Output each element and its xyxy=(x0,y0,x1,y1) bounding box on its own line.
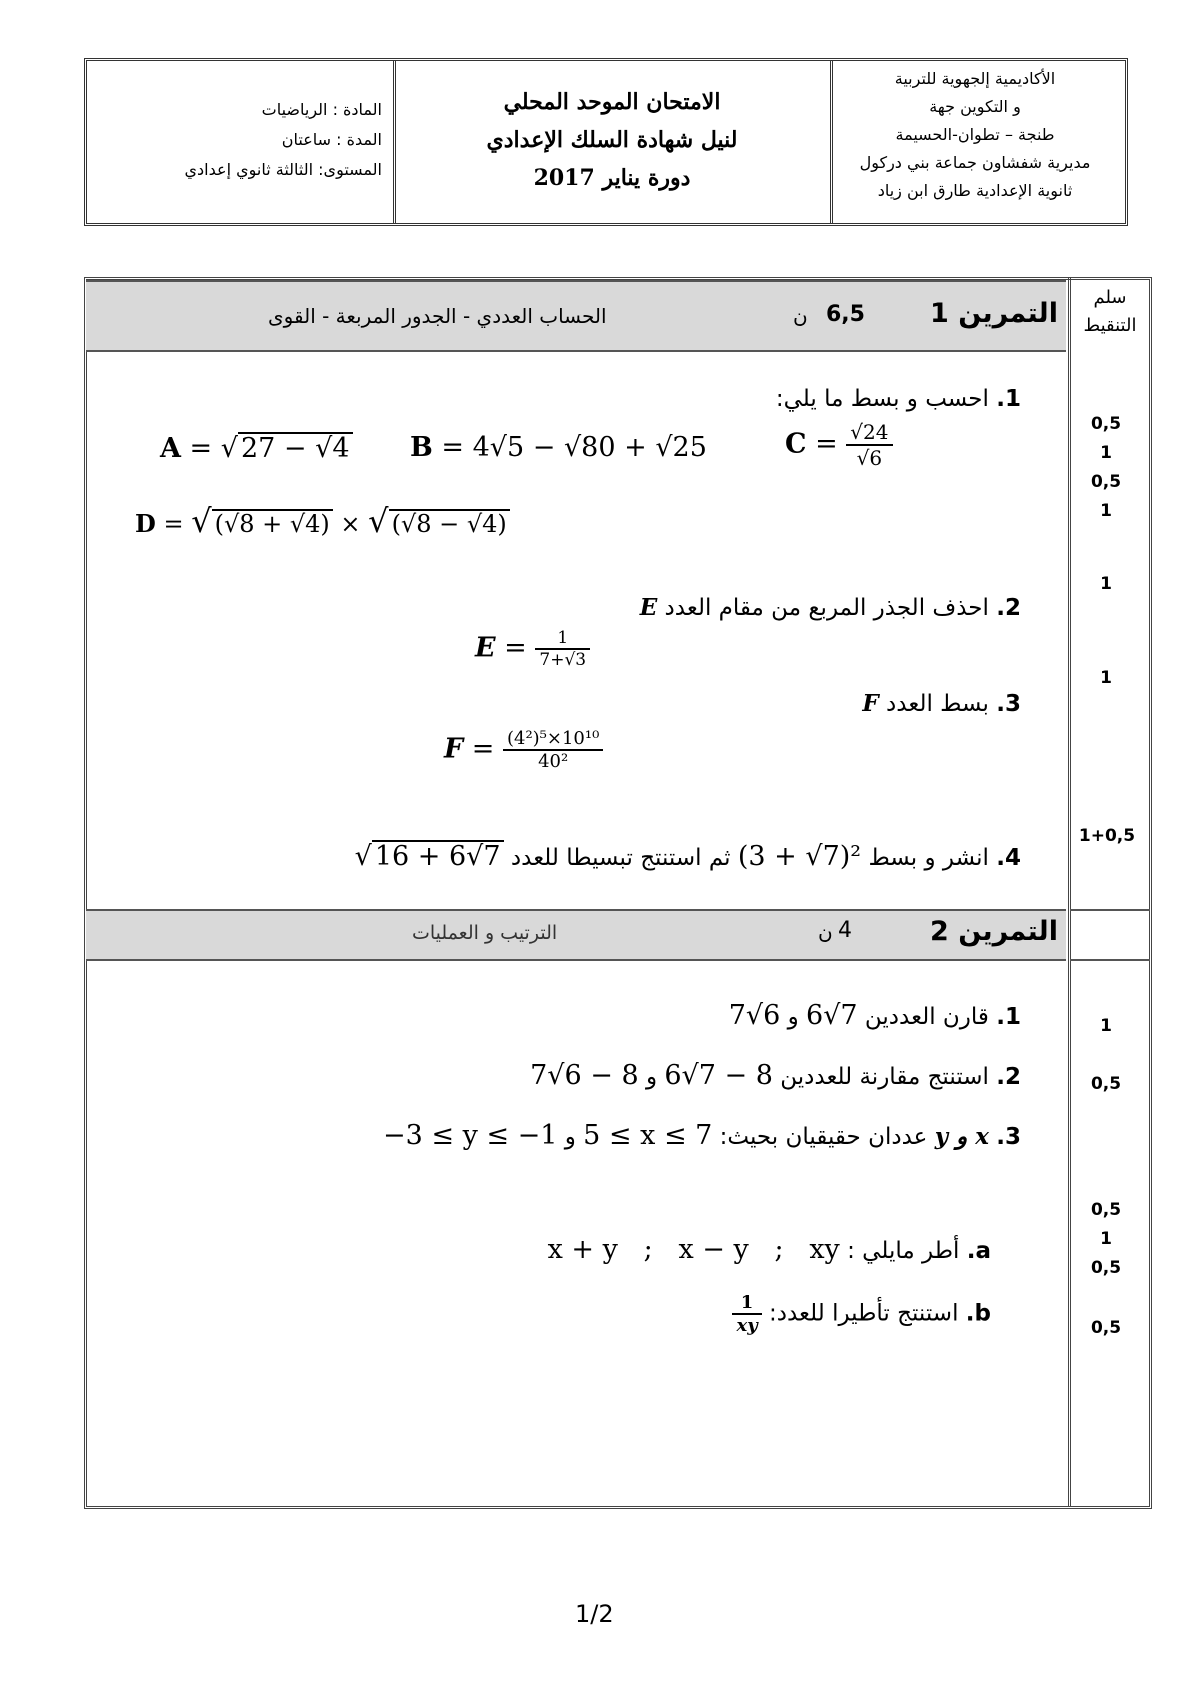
q-expr: 6√7 xyxy=(806,1000,858,1031)
score-ex1-q3: 1 xyxy=(1100,668,1112,688)
q-text: استنتج مقارنة للعددين xyxy=(780,1064,989,1090)
level: المستوى: الثالثة ثانوي إعدادي xyxy=(184,160,382,179)
q-number: a. xyxy=(966,1238,991,1264)
q-number: 2. xyxy=(996,1064,1021,1090)
fraction xyxy=(535,628,590,670)
q-text: ثم استنتج تبسيطا للعدد xyxy=(510,845,731,871)
radicand: (√8 + √4) xyxy=(212,509,333,537)
header-right xyxy=(845,65,1105,205)
q-connector: و xyxy=(564,1124,576,1150)
score-ex1-q1d: 1 xyxy=(1100,501,1112,521)
ex1-q1 xyxy=(776,386,1021,412)
exercise2-header xyxy=(86,909,1066,961)
var-label: F xyxy=(862,690,879,717)
q-text: عددان حقيقيان بحيث: xyxy=(719,1124,928,1150)
q-expr: (3 + √7)² xyxy=(737,841,862,872)
q-text: بسط العدد xyxy=(886,691,989,717)
duration: المدة : ساعتان xyxy=(281,130,382,149)
numerator: 1 xyxy=(535,628,590,650)
header-right-line: الأكاديمية إلجهوية للتربية xyxy=(894,69,1056,88)
q-text: قارن العددين xyxy=(864,1004,989,1030)
score-ex1-q1b: 1 xyxy=(1100,443,1112,463)
ex1-q2 xyxy=(640,594,1021,621)
q-text: احذف الجذر المربع من مقام العدد xyxy=(664,595,989,621)
q-number: 3. xyxy=(996,1124,1021,1150)
q-connector: و xyxy=(787,1004,799,1030)
expr-F: F = $\frac{\text{(4²)⁵×10¹⁰}}{\text{40²}}$ xyxy=(444,728,603,772)
score-ex1-q1a: 0,5 xyxy=(1090,414,1122,434)
denominator: √6 xyxy=(856,446,883,470)
radicand: 27 − √4 xyxy=(238,432,353,464)
exam-title: الامتحان الموحد المحلي xyxy=(503,89,721,115)
exam-subtitle: لنيل شهادة السلك الإعدادي xyxy=(486,127,738,153)
radicand: 16 + 6√7 xyxy=(372,840,504,872)
exercise2-points: 4 xyxy=(838,918,852,943)
q-number: b. xyxy=(965,1300,991,1327)
exercise1-topic: الحساب العددي - الجدور المربعة - القوى xyxy=(268,304,607,328)
ex2-q2 xyxy=(530,1060,1021,1091)
fraction xyxy=(503,728,603,772)
score-ex2-q1: 1 xyxy=(1100,1016,1112,1036)
q-expr: 7√6 − 8 xyxy=(530,1060,639,1091)
q-number: 1. xyxy=(996,386,1021,412)
fraction xyxy=(732,1292,761,1336)
header-right-line: ثانوية الإعدادية طارق ابن زياد xyxy=(877,181,1073,200)
score-ex2-qb: 0,5 xyxy=(1090,1318,1122,1338)
q-text: احسب و بسط ما يلي: xyxy=(775,386,989,412)
fraction xyxy=(846,420,892,470)
header-right-line: مديرية شفشاون جماعة بني دركول xyxy=(859,153,1091,172)
header-left xyxy=(157,95,382,185)
q-expr: 7√6 xyxy=(728,1000,781,1031)
exercise2-topic: الترتيب و العمليات xyxy=(412,922,558,944)
exam-session: دورة يناير 2017 xyxy=(533,165,691,191)
radicand: (√8 − √4) xyxy=(389,509,510,537)
q-number: 1. xyxy=(996,1004,1021,1030)
expr-label: C xyxy=(785,428,807,460)
expr-body: = 4√5 − √80 + √25 xyxy=(441,432,707,463)
subject: المادة : الرياضيات xyxy=(261,100,382,119)
expr-A: A = √ 27 − √4 xyxy=(160,432,353,464)
ex2-qa xyxy=(548,1234,991,1265)
expr-C: C = $\frac{√24}{√6}$ xyxy=(785,420,893,470)
denominator: 40² xyxy=(538,751,569,772)
score-header-line: التنقيط xyxy=(1083,315,1137,336)
expr-E: E = $\frac{1}{7+√3}$ xyxy=(475,628,590,670)
q-connector: و xyxy=(645,1064,658,1090)
q-number: 3. xyxy=(996,691,1021,717)
score-ex2-qa2: 1 xyxy=(1100,1229,1112,1249)
expr-label: B xyxy=(410,432,433,463)
header-right-line: و التكوين جهة xyxy=(929,97,1021,116)
q-text: استنتج تأطيرا للعدد: xyxy=(768,1300,959,1327)
score-ex2-qa3: 0,5 xyxy=(1090,1258,1122,1278)
ex2-q1 xyxy=(729,1000,1021,1031)
exercise2-unit: ن xyxy=(818,920,833,944)
expr-D: D = √ (√8 + √4) × √ (√8 − √4) xyxy=(135,502,510,540)
exercise1-points: 6,5 xyxy=(826,302,865,327)
ex2-qb xyxy=(732,1292,991,1336)
expr-label: F xyxy=(444,733,464,765)
expr-label: D xyxy=(135,509,156,538)
expr-label: E xyxy=(475,632,496,664)
exercise1-title: التمرين 1 xyxy=(930,298,1058,329)
expr-label: A xyxy=(160,433,181,464)
score-ex2-qa1: 0,5 xyxy=(1090,1200,1122,1220)
q-text: أطر مايلي : xyxy=(847,1238,960,1264)
q-expr: −3 ≤ y ≤ −1 xyxy=(383,1120,558,1151)
numerator: 1 xyxy=(732,1292,761,1315)
q-number: 4. xyxy=(996,845,1021,871)
numerator: (4²)⁵×10¹⁰ xyxy=(503,728,603,751)
denominator: 7+√3 xyxy=(539,650,587,670)
expr-B xyxy=(410,432,707,463)
ex1-q3 xyxy=(862,690,1021,717)
score-ex2-q2: 0,5 xyxy=(1090,1074,1122,1094)
header-right-line: طنجة – تطوان-الحسيمة xyxy=(895,125,1055,144)
ex2-q3 xyxy=(383,1120,1021,1151)
var-label: E xyxy=(639,594,658,621)
numerator: √24 xyxy=(846,420,892,446)
page-number: 1/2 xyxy=(575,1600,614,1628)
q-vars: x و y xyxy=(934,1123,989,1150)
q-expr: x + y ; x − y ; xy xyxy=(547,1234,840,1265)
header-center xyxy=(407,83,817,197)
score-ex1-q4: 1+0,5 xyxy=(1078,826,1136,846)
exercise2-title: التمرين 2 xyxy=(930,916,1058,947)
header-box xyxy=(84,58,1128,226)
q-text: انشر و بسط xyxy=(868,845,989,871)
q-expr: 6√7 − 8 xyxy=(664,1060,773,1091)
score-ex1-q2: 1 xyxy=(1100,574,1112,594)
q-expr: 5 ≤ x ≤ 7 xyxy=(583,1120,713,1151)
q-number: 2. xyxy=(996,595,1021,621)
score-header-line: سلم xyxy=(1093,287,1127,308)
exercise1-unit: ن xyxy=(793,304,808,328)
score-ex1-q1c: 0,5 xyxy=(1090,472,1122,492)
ex1-q4: 4. انشر و بسط (3 + √7)² ثم استنتج تبسيطا للعدد √ 16 + 6√7 xyxy=(354,841,1021,872)
score-column-header xyxy=(1072,284,1148,340)
denominator: xy xyxy=(736,1315,758,1336)
